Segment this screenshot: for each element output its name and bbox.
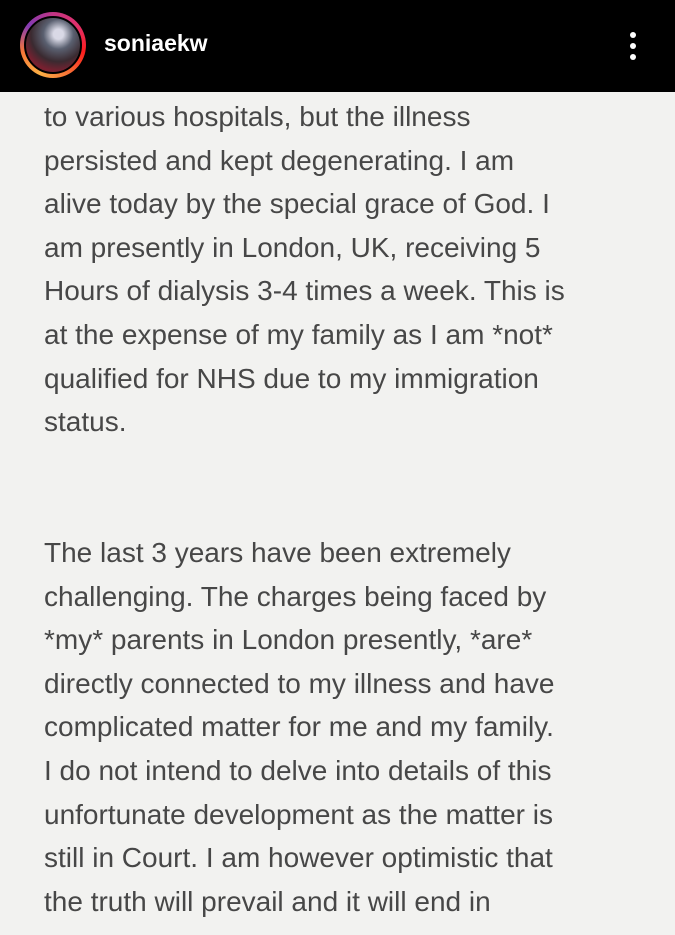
text-line: Hours of dialysis 3-4 times a week. This is <box>44 275 565 307</box>
text-line: status. <box>44 406 127 438</box>
username[interactable]: soniaekw <box>104 30 208 56</box>
paragraph-1 <box>44 95 664 444</box>
paragraph-2 <box>44 531 664 923</box>
text-line: at the expense of my family as I am *not* <box>44 318 553 350</box>
more-vertical-icon[interactable] <box>620 26 644 66</box>
text-line: the truth will prevail and it will end in <box>44 885 491 917</box>
text-line: am presently in London, UK, receiving 5 <box>44 231 541 263</box>
text-line: directly connected to my illness and have <box>44 667 555 699</box>
text-line: still in Court. I am however optimistic that <box>44 842 553 874</box>
text-line: alive today by the special grace of God. I <box>44 188 550 220</box>
text-line: unfortunate development as the matter is <box>44 798 553 830</box>
text-line: qualified for NHS due to my immigration <box>44 362 539 394</box>
post-image-text <box>44 95 664 923</box>
text-line: challenging. The charges being faced by <box>44 580 547 612</box>
text-line: persisted and kept degenerating. I am <box>44 144 515 176</box>
text-line: *my* parents in London presently, *are* <box>44 624 533 656</box>
text-line: to various hospitals, but the illness <box>44 101 471 132</box>
avatar[interactable] <box>24 16 82 74</box>
text-line: I do not intend to delve into details of this <box>44 754 552 786</box>
post-header <box>0 0 675 92</box>
text-line: complicated matter for me and my family. <box>44 711 554 743</box>
text-line: The last 3 years have been extremely <box>44 536 511 568</box>
story-ring[interactable] <box>20 12 86 78</box>
